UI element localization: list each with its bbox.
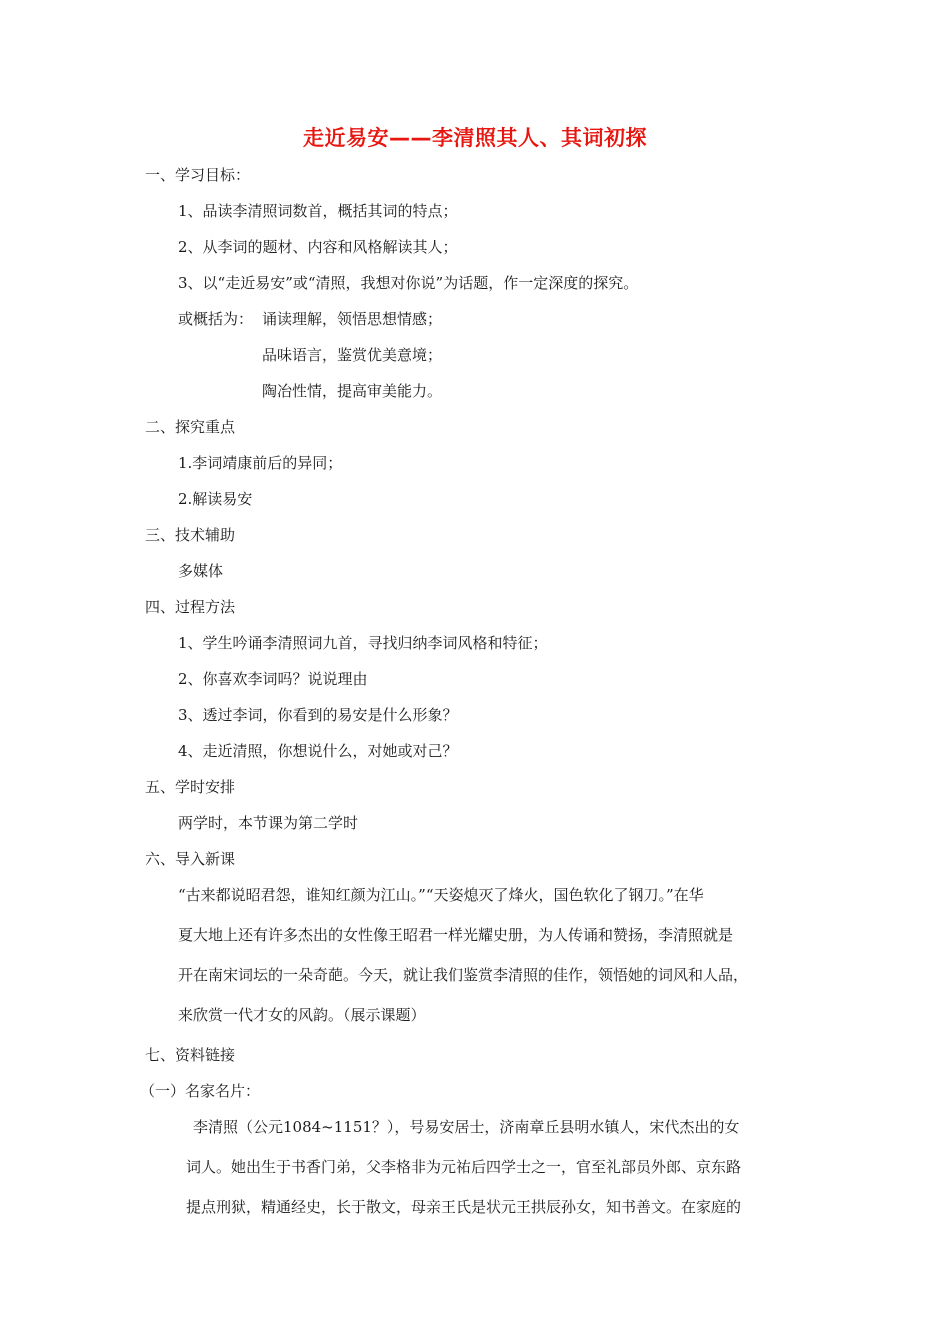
section-heading-intro: 六、导入新课 xyxy=(145,850,236,868)
objective-item: 1、品读李清照词数首，概括其词的特点； xyxy=(178,202,458,220)
bio-paragraph-line: 词人。她出生于书香门弟，父李格非为元祐后四学士之一，官至礼部员外郎、京东路 xyxy=(186,1158,742,1176)
summary-item: 品味语言，鉴赏优美意境； xyxy=(262,346,443,364)
tech-item: 多媒体 xyxy=(178,562,224,580)
intro-paragraph-line: 夏大地上还有许多杰出的女性像王昭君一样光耀史册，为人传诵和赞扬，李清照就是 xyxy=(178,926,734,944)
summary-item: 陶冶性情，提高审美能力。 xyxy=(262,382,443,400)
section-heading-process: 四、过程方法 xyxy=(145,598,236,616)
bio-paragraph-line: 李清照（公元1084~1151？），号易安居士，济南章丘县明水镇人，宋代杰出的女 xyxy=(193,1118,740,1136)
process-item: 4、走近清照，你想说什么，对她或对己？ xyxy=(178,742,458,760)
focus-item: 1.李词靖康前后的异同； xyxy=(178,454,343,472)
section-heading-tech: 三、技术辅助 xyxy=(145,526,236,544)
section-heading-schedule: 五、学时安排 xyxy=(145,778,236,796)
summary-item: 诵读理解，领悟思想情感； xyxy=(262,310,443,328)
intro-paragraph-line: “古来都说昭君怨，谁知红颜为江山。”“天姿熄灭了烽火，国色软化了钢刀。”在华 xyxy=(178,886,704,904)
subsection-heading: （一）名家名片： xyxy=(140,1082,261,1100)
bio-paragraph-line: 提点刑狱，精通经史，长于散文，母亲王氏是状元王拱辰孙女，知书善文。在家庭的 xyxy=(186,1198,742,1216)
intro-paragraph-line: 来欣赏一代才女的风韵。（展示课题） xyxy=(178,1006,426,1024)
section-heading-materials: 七、资料链接 xyxy=(145,1046,236,1064)
process-item: 1、学生吟诵李清照词九首，寻找归纳李词风格和特征； xyxy=(178,634,548,652)
process-item: 3、透过李词，你看到的易安是什么形象？ xyxy=(178,706,458,724)
process-item: 2、你喜欢李词吗？说说理由 xyxy=(178,670,368,688)
schedule-item: 两学时，本节课为第二学时 xyxy=(178,814,359,832)
focus-item: 2.解读易安 xyxy=(178,490,253,508)
objective-item: 2、从李词的题材、内容和风格解读其人； xyxy=(178,238,458,256)
section-heading-objectives: 一、学习目标： xyxy=(145,166,251,184)
section-heading-focus: 二、探究重点 xyxy=(145,418,236,436)
document-title: 走近易安——李清照其人、其词初探 xyxy=(303,126,647,150)
summary-label: 或概括为： xyxy=(178,310,254,328)
intro-paragraph-line: 开在南宋词坛的一朵奇葩。今天，就让我们鉴赏李清照的佳作，领悟她的词风和人品， xyxy=(178,966,749,984)
objective-item: 3、以“走近易安”或“清照，我想对你说”为话题，作一定深度的探究。 xyxy=(178,274,639,292)
